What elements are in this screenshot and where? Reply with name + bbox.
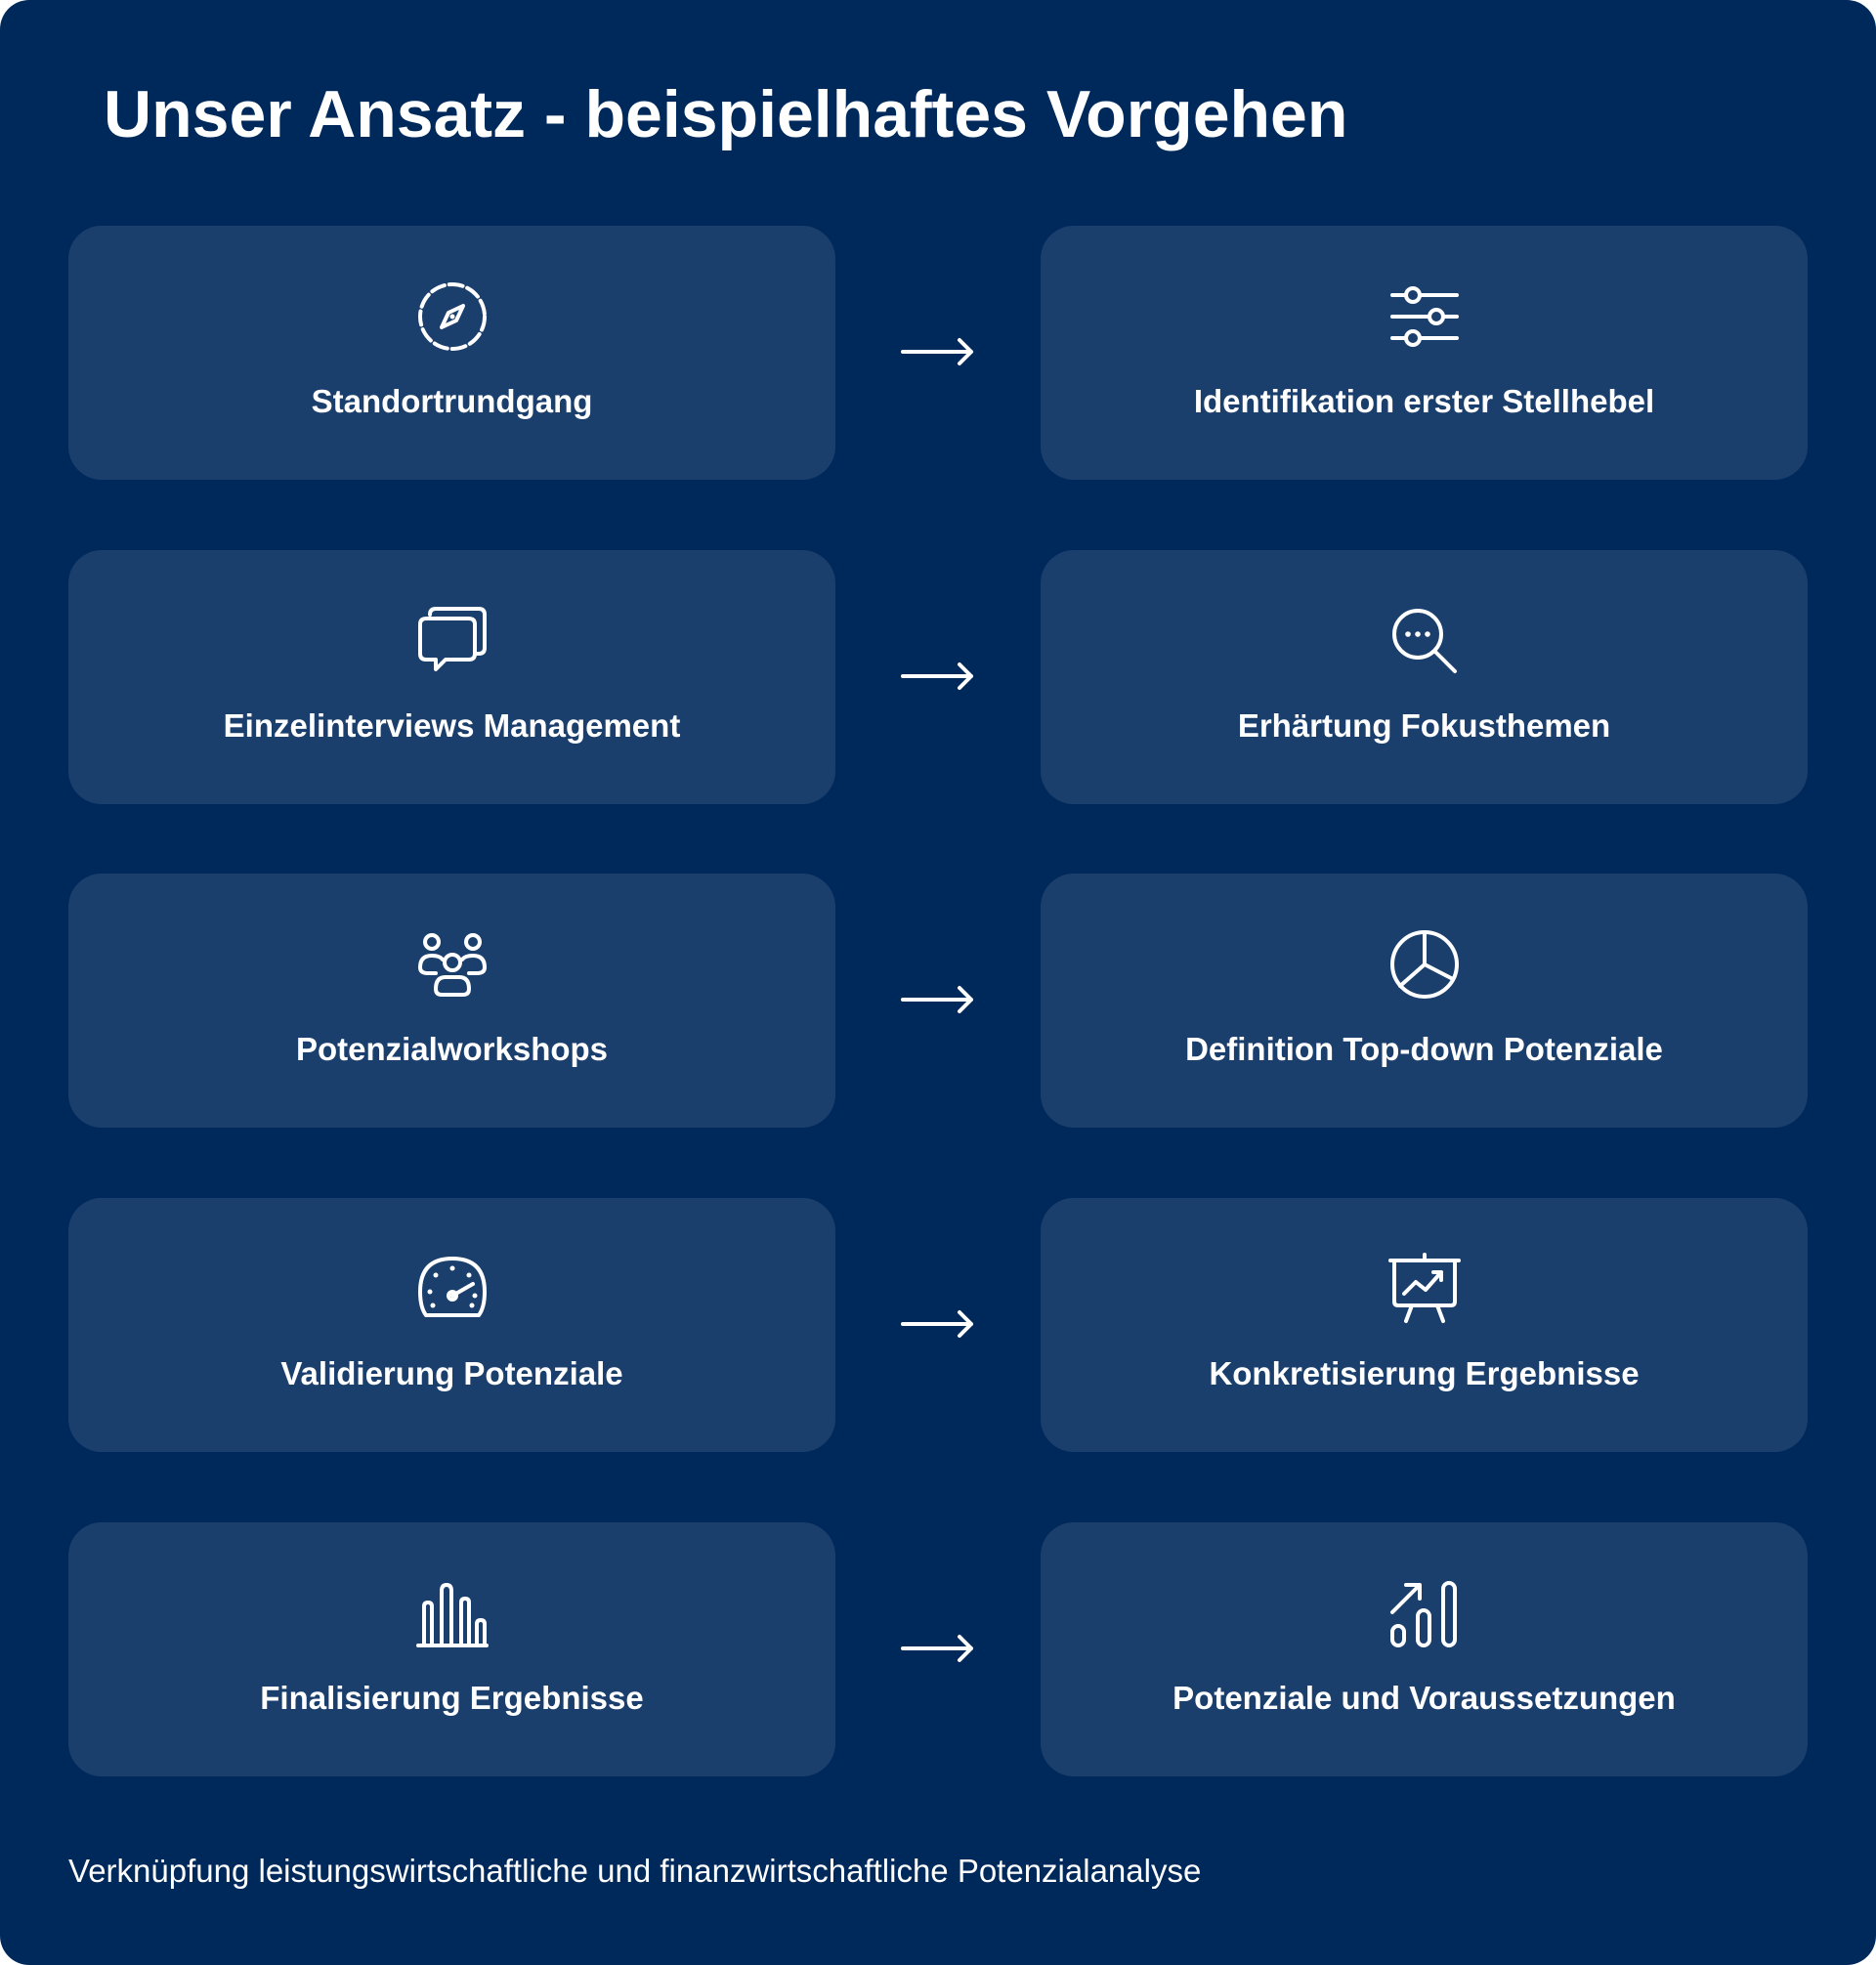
step-card-konkretisierung bbox=[1041, 1198, 1808, 1452]
arrow-right-icon bbox=[899, 1304, 977, 1344]
arrow-right-icon bbox=[899, 980, 977, 1019]
step-card-identifikation bbox=[1041, 226, 1808, 480]
arrow-right-icon bbox=[899, 1629, 977, 1668]
arrow-right-icon bbox=[899, 657, 977, 696]
step-label: Validierung Potenziale bbox=[280, 1355, 623, 1391]
step-card-finalisierung bbox=[68, 1522, 835, 1776]
step-label: Konkretisierung Ergebnisse bbox=[1209, 1355, 1640, 1391]
sliders-icon bbox=[1388, 280, 1461, 353]
bar-chart-icon bbox=[416, 1577, 489, 1649]
compass-icon bbox=[416, 280, 489, 353]
arrow-right-icon bbox=[899, 332, 977, 371]
step-label: Definition Top-down Potenziale bbox=[1185, 1031, 1663, 1067]
step-label: Standortrundgang bbox=[311, 383, 593, 419]
step-card-erhaertung bbox=[1041, 550, 1808, 804]
step-label: Potenziale und Voraussetzungen bbox=[1172, 1680, 1676, 1716]
step-card-potenziale-voraussetzungen bbox=[1041, 1522, 1808, 1776]
footnote: Verknüpfung leistungswirtschaftliche und finanzwirtschaftliche Potenzialanalyse bbox=[68, 1853, 1202, 1889]
step-label: Einzelinterviews Management bbox=[223, 707, 681, 744]
step-card-einzelinterviews bbox=[68, 550, 835, 804]
page-title: Unser Ansatz - beispielhaftes Vorgehen bbox=[104, 77, 1348, 151]
speedometer-icon bbox=[416, 1253, 489, 1325]
step-label: Identifikation erster Stellhebel bbox=[1193, 383, 1655, 419]
step-card-potenzialworkshops bbox=[68, 874, 835, 1128]
presentation-chart-icon bbox=[1388, 1253, 1461, 1325]
step-card-validierung bbox=[68, 1198, 835, 1452]
pie-chart-icon bbox=[1388, 928, 1461, 1001]
people-group-icon bbox=[416, 928, 489, 1001]
step-card-standortrundgang bbox=[68, 226, 835, 480]
growth-chart-icon bbox=[1388, 1577, 1461, 1649]
search-icon bbox=[1388, 605, 1461, 677]
step-card-definition bbox=[1041, 874, 1808, 1128]
step-label: Potenzialworkshops bbox=[295, 1031, 609, 1067]
step-label: Erhärtung Fokusthemen bbox=[1237, 707, 1611, 744]
chat-bubbles-icon bbox=[416, 605, 489, 677]
step-label: Finalisierung Ergebnisse bbox=[260, 1680, 644, 1716]
